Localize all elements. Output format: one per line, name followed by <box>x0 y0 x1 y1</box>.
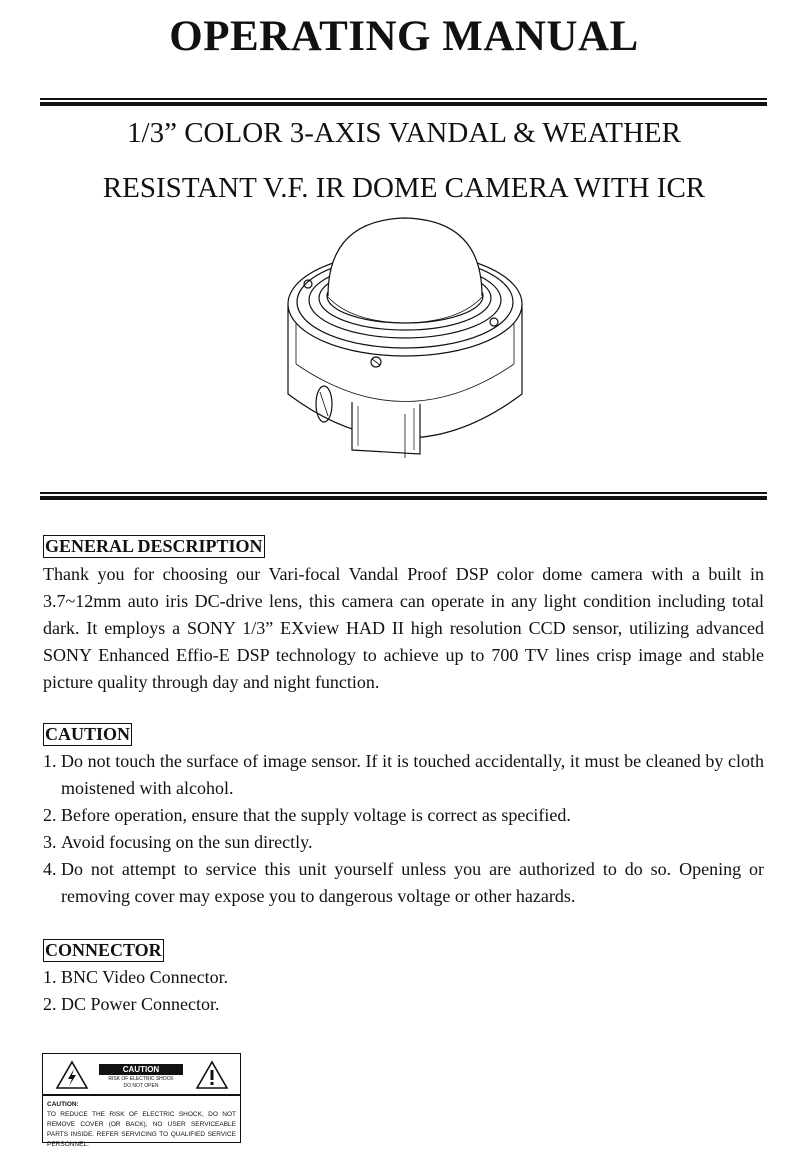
label-instructions: CAUTION: TO REDUCE THE RISK OF ELECTRIC SHOCK, DO NOT REMOVE COVER (OR BACK), NO USER SERVICEABLE PARTS INSIDE. REFER SERVICING TO QUALIFIED SERVICE PERSONNEL. <box>47 1101 236 1148</box>
exclamation-warning-icon <box>195 1060 229 1090</box>
list-item: 2. Before operation, ensure that the supply voltage is correct as specified. <box>43 805 571 825</box>
list-item: 4. Do not attempt to service this unit yourself unless you are authorized to do so. Opening or removing cover may expose you to dangerous voltage or other hazards. <box>43 859 764 906</box>
shock-risk-text: RISK OF ELECTRIC SHOCK <box>108 1076 174 1082</box>
general-description-text: Thank you for choosing our Vari-focal Vandal Proof DSP color dome camera with a built in 3.7~12mm auto iris DC-drive lens, this camera can operate in any light condition including total dark. It employs a SONY 1/3” EXview HAD II high resolution CCD sensor, utilizing advanced SONY Enhanced Effio-E DSP technology to achieve up to 700 TV lines crisp image and stable picture quality through day and night function. <box>43 564 764 692</box>
caution-list <box>43 748 764 910</box>
subtitle-line-2: RESISTANT V.F. IR DOME CAMERA WITH ICR <box>102 172 706 204</box>
list-item: 1. BNC Video Connector. <box>43 967 229 987</box>
image-divider <box>40 492 767 500</box>
lightning-warning-icon <box>55 1060 89 1090</box>
top-divider <box>40 98 767 106</box>
list-item: 1. Do not touch the surface of image sensor. If it is touched accidentally, it must be cleaned by cloth moistened with alcohol. <box>43 751 764 798</box>
list-item: 3. Avoid focusing on the sun directly. <box>43 832 313 852</box>
list-item: 2. DC Power Connector. <box>43 994 220 1014</box>
connector-list <box>43 964 764 1018</box>
page-title: OPERATING MANUAL <box>169 13 639 60</box>
connector-heading: CONNECTOR <box>45 940 162 960</box>
dome-camera-illustration <box>280 214 530 458</box>
caution-badge: CAUTION <box>99 1064 183 1075</box>
caution-heading: CAUTION <box>45 724 131 744</box>
do-not-open-text: DO NOT OPEN <box>123 1083 159 1089</box>
electric-shock-warning-label <box>42 1053 241 1148</box>
subtitle-line-1: 1/3” COLOR 3-AXIS VANDAL & WEATHER <box>127 117 681 149</box>
label-divider <box>43 1094 240 1096</box>
general-description-heading: GENERAL DESCRIPTION <box>45 536 263 556</box>
